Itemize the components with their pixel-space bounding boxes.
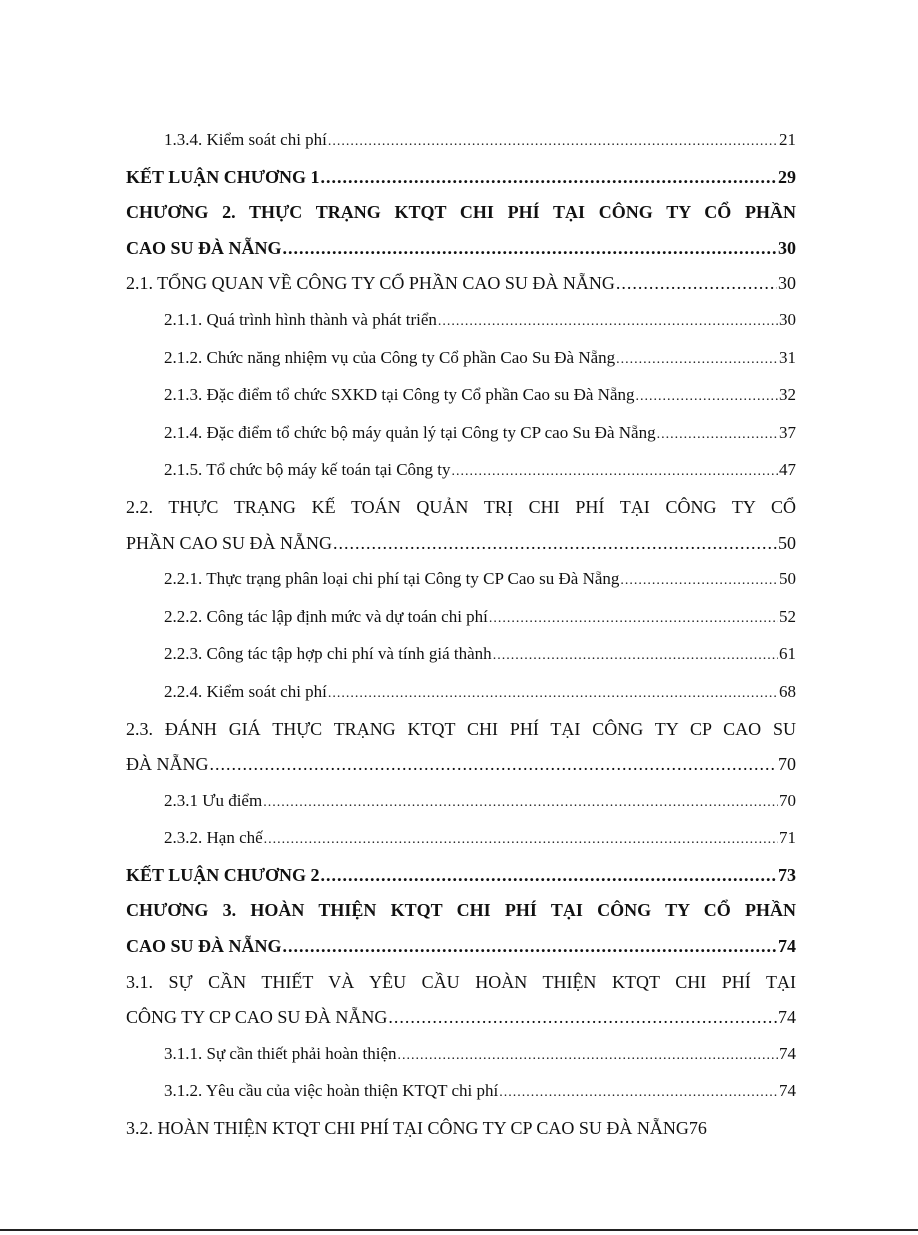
toc-entry-label: 2.1.5. Tổ chức bộ máy kế toán tại Công ty [164, 460, 451, 480]
toc-page-number: 76 [688, 1118, 707, 1139]
toc-entry-title-line: 2.3. ĐÁNH GIÁ THỰC TRẠNG KTQT CHI PHÍ TẠI CÔNG TY CP CAO SU [126, 718, 796, 739]
toc-entry-title-line: CHƯƠNG 3. HOÀN THIỆN KTQT CHI PHÍ TẠI CÔNG TY CỔ PHẦN [126, 900, 796, 921]
toc-page-number: 37 [779, 422, 796, 442]
toc-entry[interactable] [126, 561, 796, 599]
toc-entry[interactable] [126, 340, 796, 378]
toc-leader-dots [620, 561, 778, 599]
toc-leader-dots [333, 526, 777, 562]
toc-entry-label: 3.1.1. Sự cần thiết phải hoàn thiện [164, 1043, 397, 1063]
toc-entry-label: 2.1.4. Đặc điểm tổ chức bộ máy quản lý tại Công ty CP cao Su Đà Nẵng [164, 422, 656, 442]
toc-entry[interactable] [126, 490, 796, 561]
toc-entry-label: 2.2.4. Kiểm soát chi phí [164, 681, 327, 701]
toc-page-number: 73 [778, 864, 796, 885]
toc-leader-dots [283, 929, 777, 965]
toc-entry-label: 2.3.1 Ưu điểm [164, 790, 263, 810]
toc-leader-dots [328, 674, 778, 712]
toc-entry[interactable] [126, 893, 796, 964]
toc-entry-label: 2.2.2. Công tác lập định mức và dự toán chi phí [164, 606, 488, 626]
toc-entry[interactable] [126, 674, 796, 712]
toc-page-number: 70 [778, 754, 796, 775]
toc-page-number: 70 [779, 790, 796, 810]
toc-entry-label: 2.1. TỔNG QUAN VỀ CÔNG TY CỔ PHẦN CAO SU ĐÀ NẴNG [126, 273, 615, 294]
toc-entry-label: CAO SU ĐÀ NẴNG [126, 237, 282, 258]
toc-entry[interactable] [126, 636, 796, 674]
toc-entry[interactable] [126, 965, 796, 1036]
table-of-contents [126, 122, 796, 1147]
toc-leader-dots [438, 302, 778, 340]
toc-page-number: 32 [779, 385, 796, 405]
toc-entry[interactable] [126, 452, 796, 490]
toc-page-number: 50 [778, 532, 796, 553]
toc-entry[interactable] [126, 266, 796, 302]
toc-page-number: 52 [779, 606, 796, 626]
page-bottom-edge [0, 1229, 918, 1231]
toc-entry[interactable] [126, 1036, 796, 1074]
toc-entry-label: 3.2. HOÀN THIỆN KTQT CHI PHÍ TẠI CÔNG TY CP CAO SU ĐÀ NẴNG [126, 1118, 689, 1139]
toc-page-number: 29 [778, 166, 796, 187]
toc-leader-dots [657, 415, 778, 453]
toc-entry[interactable] [126, 712, 796, 783]
toc-page-number: 74 [778, 936, 796, 957]
toc-leader-dots [263, 783, 778, 821]
toc-page-number: 74 [779, 1081, 796, 1101]
toc-page-number: 71 [779, 828, 796, 848]
toc-entry[interactable] [126, 1073, 796, 1111]
toc-entry-label: 2.2.3. Công tác tập hợp chi phí và tính giá thành [164, 644, 492, 664]
toc-leader-dots [328, 122, 778, 160]
toc-leader-dots [264, 820, 778, 858]
toc-entry-label: 3.1.2. Yêu cầu của việc hoàn thiện KTQT chi phí [164, 1081, 499, 1101]
toc-leader-dots [493, 636, 778, 674]
toc-entry-title-line: CHƯƠNG 2. THỰC TRẠNG KTQT CHI PHÍ TẠI CÔNG TY CỔ PHẦN [126, 202, 796, 223]
toc-entry[interactable] [126, 415, 796, 453]
toc-leader-dots [210, 747, 778, 783]
toc-page-number: 30 [779, 309, 796, 329]
toc-entry-label: CAO SU ĐÀ NẴNG [126, 936, 282, 957]
toc-entry-label: 2.1.2. Chức năng nhiệm vụ của Công ty Cổ phần Cao Su Đà Nẵng [164, 347, 616, 367]
toc-page-number: 61 [779, 644, 796, 664]
toc-entry[interactable] [126, 160, 796, 196]
toc-leader-dots [398, 1036, 778, 1074]
toc-entry-title-line: 2.2. THỰC TRẠNG KẾ TOÁN QUẢN TRỊ CHI PHÍ TẠI CÔNG TY CỔ [126, 496, 796, 517]
toc-entry-label: 2.1.3. Đặc điểm tổ chức SXKD tại Công ty Cổ phần Cao su Đà Nẵng [164, 385, 635, 405]
toc-entry[interactable] [126, 1111, 796, 1147]
toc-entry[interactable] [126, 302, 796, 340]
toc-leader-dots [616, 266, 777, 302]
toc-entry-label: ĐÀ NẴNG [126, 754, 209, 775]
toc-page-number: 30 [778, 273, 796, 294]
toc-entry-label: CÔNG TY CP CAO SU ĐÀ NẴNG [126, 1007, 388, 1028]
toc-page-number: 30 [778, 237, 796, 258]
toc-entry[interactable] [126, 599, 796, 637]
toc-page-number: 74 [778, 1007, 796, 1028]
toc-entry[interactable] [126, 377, 796, 415]
toc-leader-dots [616, 340, 778, 378]
toc-entry[interactable] [126, 195, 796, 266]
toc-page-number: 31 [779, 347, 796, 367]
toc-page-number: 21 [779, 130, 796, 149]
toc-leader-dots [321, 160, 777, 196]
toc-page-number: 74 [779, 1043, 796, 1063]
toc-leader-dots [388, 1000, 777, 1036]
toc-entry-label: KẾT LUẬN CHƯƠNG 1 [126, 166, 320, 187]
toc-entry-label: KẾT LUẬN CHƯƠNG 2 [126, 864, 320, 885]
toc-leader-dots [321, 858, 777, 894]
toc-entry[interactable] [126, 820, 796, 858]
toc-entry[interactable] [126, 858, 796, 894]
toc-entry-label: PHẦN CAO SU ĐÀ NẴNG [126, 532, 333, 553]
toc-leader-dots [283, 231, 777, 267]
toc-page-number: 47 [779, 460, 796, 480]
toc-entry-label: 1.3.4. Kiểm soát chi phí [164, 130, 327, 149]
toc-entry-title-line: 3.1. SỰ CẦN THIẾT VÀ YÊU CẦU HOÀN THIỆN KTQT CHI PHÍ TẠI [126, 971, 796, 992]
toc-entry[interactable] [126, 783, 796, 821]
toc-leader-dots [452, 452, 778, 490]
toc-leader-dots [489, 599, 778, 637]
toc-entry[interactable] [126, 122, 796, 160]
toc-entry-label: 2.2.1. Thực trạng phân loại chi phí tại Công ty CP Cao su Đà Nẵng [164, 569, 620, 589]
toc-entry-label: 2.3.2. Hạn chế [164, 828, 263, 848]
toc-leader-dots [636, 377, 778, 415]
toc-page-number: 50 [779, 569, 796, 589]
toc-entry-label: 2.1.1. Quá trình hình thành và phát triển [164, 309, 437, 329]
toc-leader-dots [499, 1073, 778, 1111]
toc-page-number: 68 [779, 681, 796, 701]
